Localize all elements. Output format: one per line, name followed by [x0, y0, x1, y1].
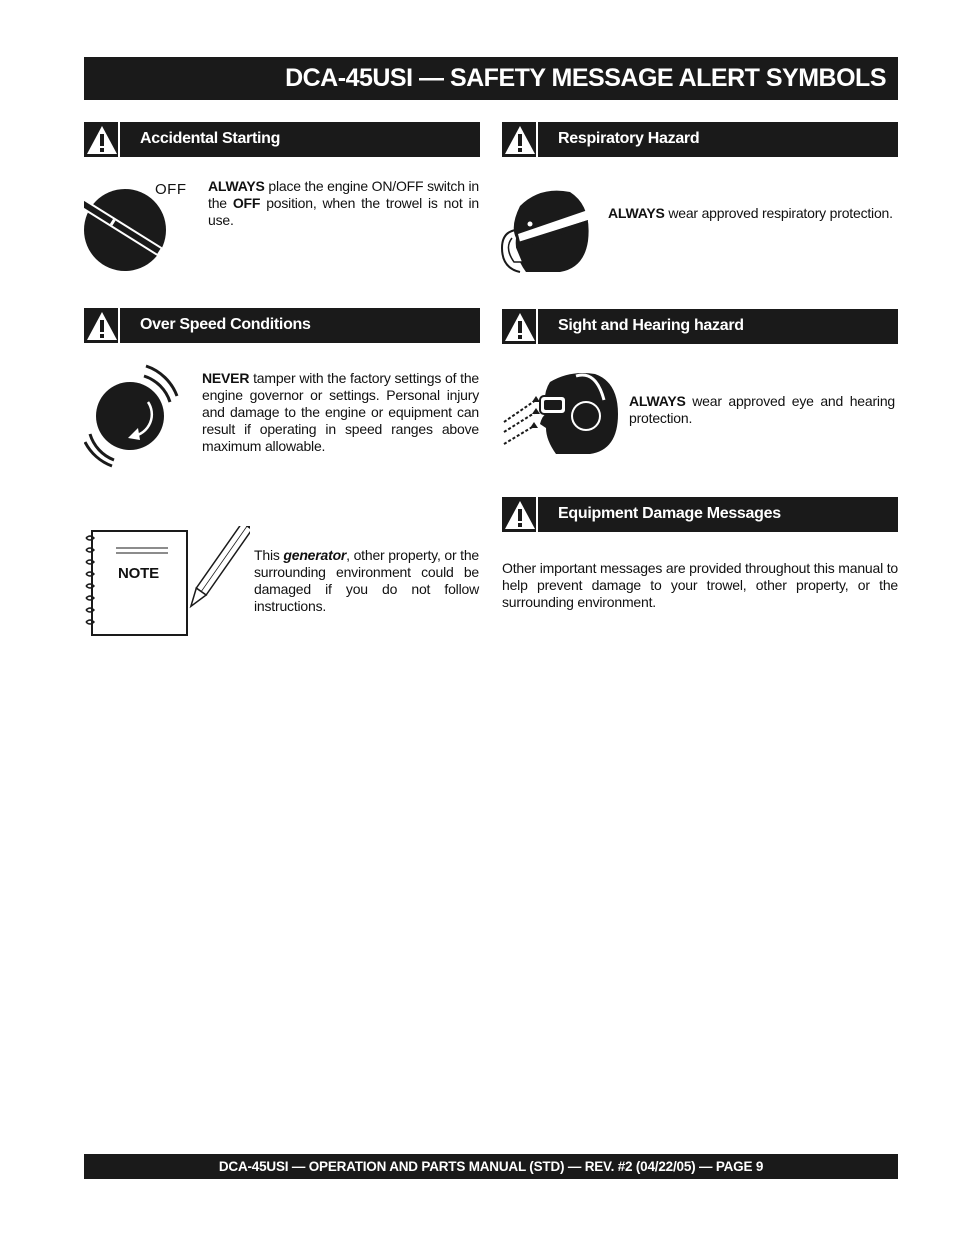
section-heading: Respiratory Hazard: [558, 130, 700, 147]
rotation-speed-icon: [84, 362, 180, 473]
warning-triangle-icon: [502, 497, 538, 532]
warning-triangle-icon: [84, 122, 120, 157]
section-heading: Accidental Starting: [140, 130, 281, 147]
notebook-pencil-icon: [84, 526, 250, 643]
section-header-respiratory: [502, 122, 898, 157]
warning-triangle-icon: [84, 308, 120, 343]
accidental-starting-text: ALWAYS place the engine ON/OFF switch in the OFF position, when the trowel is not in use.: [208, 178, 479, 228]
equipment-damage-text: Other important messages are provided throughout this manual to help prevent damage to your trowel, other property, or the surrounding environment.: [502, 560, 898, 610]
goggles-earmuffs-icon: [500, 370, 620, 461]
section-header-accidental-starting: [84, 122, 480, 157]
sight-hearing-text: ALWAYS wear approved eye and hearing protection.: [629, 393, 895, 426]
respirator-mask-icon: [500, 186, 592, 281]
section-heading: Over Speed Conditions: [140, 316, 311, 333]
note-text: This generator, other property, or the surrounding environment could be damaged if you do not follow instructions.: [254, 547, 479, 614]
off-label: OFF: [155, 181, 187, 198]
warning-triangle-icon: [502, 309, 538, 344]
section-header-over-speed: [84, 308, 480, 343]
section-heading: Equipment Damage Messages: [558, 505, 781, 522]
section-heading: Sight and Hearing hazard: [558, 317, 744, 334]
section-header-sight-hearing: [502, 309, 898, 344]
warning-triangle-icon: [502, 122, 538, 157]
section-header-equipment-damage: [502, 497, 898, 532]
over-speed-text: NEVER tamper with the factory settings of the engine governor or settings. Personal injury and damage to the engine or equipment can result if operating in speed ranges above maximum allowable.: [202, 370, 479, 454]
page-footer: DCA-45USI — OPERATION AND PARTS MANUAL (STD) — REV. #2 (04/22/05) — PAGE 9: [84, 1154, 898, 1179]
respiratory-text: ALWAYS wear approved respiratory protection.: [608, 205, 893, 221]
page-title: DCA-45USI — SAFETY MESSAGE ALERT SYMBOLS: [84, 57, 898, 100]
note-label: NOTE: [118, 565, 159, 582]
